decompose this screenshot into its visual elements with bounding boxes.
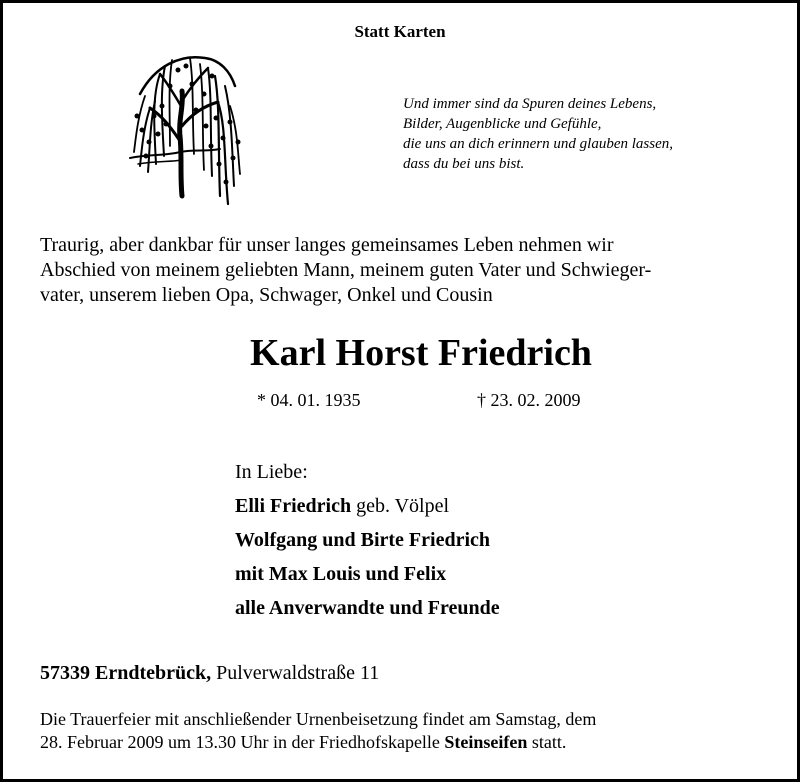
signatory-line: mit Max Louis und Felix — [235, 563, 447, 585]
death-symbol: † — [477, 390, 486, 410]
signatory-name: Elli Friedrich — [235, 495, 352, 517]
address-street: Pulverwaldstraße 11 — [211, 662, 380, 684]
notice-line: Die Trauerfeier mit anschließender Urnenbeisetzung findet am Samstag, dem — [40, 709, 597, 729]
notice-place: Steinseifen — [444, 732, 528, 752]
intro-line: Abschied von meinem geliebten Mann, meinem guten Vater und Schwieger- — [40, 259, 652, 281]
notice-text: 28. Februar 2009 um 13.30 Uhr in der Friedhofskapelle — [40, 732, 445, 752]
poem-line: Und immer sind da Spuren deines Lebens, — [403, 96, 657, 112]
death-date-value: 23. 02. 2009 — [490, 390, 581, 410]
signatory-suffix: geb. Völpel — [351, 495, 450, 517]
intro-text — [40, 233, 651, 308]
signatory-line: Wolfgang und Birte Friedrich — [235, 529, 490, 551]
poem — [403, 94, 673, 174]
notice-line — [40, 731, 596, 754]
deceased-name: Karl Horst Friedrich — [250, 332, 592, 374]
weeping-willow-icon — [120, 46, 250, 210]
birth-symbol: * — [257, 390, 266, 410]
birth-date-value: 04. 01. 1935 — [270, 390, 361, 410]
header-title: Statt Karten — [354, 22, 446, 41]
intro-line: Traurig, aber dankbar für unser langes gemeinsames Leben nehmen wir — [40, 234, 614, 256]
poem-line: Bilder, Augenblicke und Gefühle, — [403, 116, 602, 132]
address — [40, 662, 379, 685]
address-city: 57339 Erndtebrück, — [40, 662, 212, 684]
signatories — [235, 455, 500, 625]
notice-text-end: statt. — [527, 732, 567, 752]
funeral-notice — [40, 708, 596, 754]
intro-line: vater, unserem lieben Opa, Schwager, Onkel und Cousin — [40, 284, 493, 306]
poem-line: die uns an dich erinnern und glauben lassen, — [403, 136, 673, 152]
death-date — [477, 390, 581, 411]
signatory-line: alle Anverwandte und Freunde — [235, 597, 500, 619]
poem-line: dass du bei uns bist. — [403, 156, 525, 172]
birth-date — [257, 390, 361, 411]
signatory-line — [235, 489, 500, 523]
signatories-heading: In Liebe: — [235, 461, 308, 483]
